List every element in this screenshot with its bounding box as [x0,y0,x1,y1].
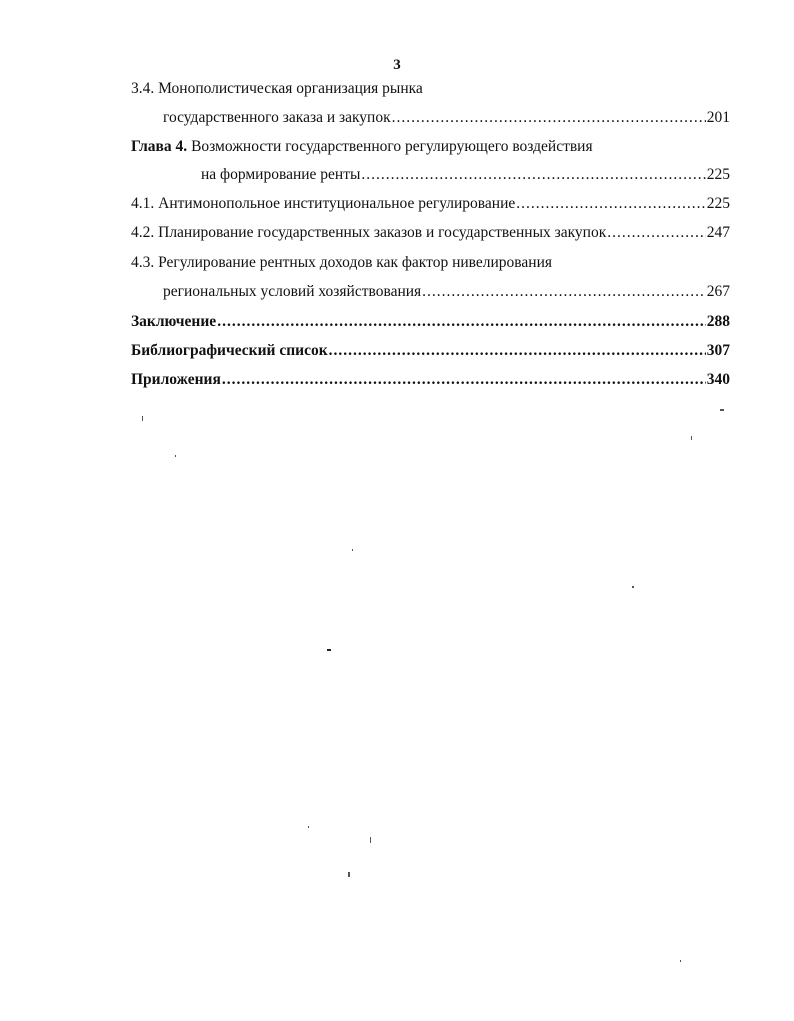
toc-chapter-4-title-line1 [131,137,593,157]
scan-speck [348,872,350,877]
dot-leader [222,370,706,390]
toc-entry-4-2-title: 4.2. Планирование государственных заказов и государственных закупок [131,224,607,241]
dot-leader [516,194,705,214]
toc-chapter-4 [201,165,730,185]
toc-entry-3-4-title-line1: 3.4. Монополистическая организация рынка [131,80,423,97]
scan-speck [720,409,724,411]
toc-chapter-4-title-text: Возможности государственного регулирующего воздействия [191,138,593,155]
toc-entry-4-2-page: 247 [706,224,730,241]
toc-entry-4-3 [163,282,730,302]
dot-leader [361,165,705,185]
scan-speck [632,586,634,588]
scan-speck [370,837,371,843]
toc-entry-3-4-title-line2: государственного заказа и закупок [163,109,391,126]
toc-entry-3-4-page: 201 [706,109,730,126]
toc-entry-bibliography [131,341,730,361]
scan-speck [142,416,143,421]
toc-entry-appendices-page: 340 [706,371,730,388]
scan-speck [352,549,353,551]
toc-entry-4-1-title: 4.1. Антимонопольное институциональное регулирование [131,195,516,212]
toc-entry-4-2 [131,223,730,243]
dot-leader [329,341,706,361]
toc-entry-4-3-title-line2: региональных условий хозяйствования [163,283,422,300]
toc-entry-4-3-page: 267 [706,283,730,300]
toc-entry-4-1 [131,194,730,214]
toc-chapter-4-page: 225 [706,166,730,183]
toc-entry-3-4 [163,108,730,128]
dot-leader [422,282,706,302]
toc-entry-4-3-title-line1: 4.3. Регулирование рентных доходов как фактор нивелирования [131,254,553,271]
dot-leader [392,108,706,128]
scan-speck [308,826,309,828]
toc-entry-conclusion [131,312,730,332]
toc-entry-conclusion-title: Заключение [131,313,217,330]
toc-entry-conclusion-page: 288 [706,313,730,330]
dot-leader [217,312,706,332]
toc-entry-bibliography-page: 307 [706,342,730,359]
toc-chapter-4-title-line2: на формирование ренты [201,166,361,183]
toc-entry-4-1-page: 225 [706,195,730,212]
toc-entry-appendices [131,370,730,390]
toc-entry-bibliography-title: Библиографический список [131,342,328,359]
scan-speck [691,436,692,440]
scan-speck [175,455,176,457]
toc-entry-appendices-title: Приложения [131,371,221,388]
page-number: 3 [393,57,401,73]
toc-chapter-4-label: Глава 4. [131,138,188,155]
scan-speck [680,960,681,962]
dot-leader [607,223,706,243]
scan-speck [327,649,331,651]
